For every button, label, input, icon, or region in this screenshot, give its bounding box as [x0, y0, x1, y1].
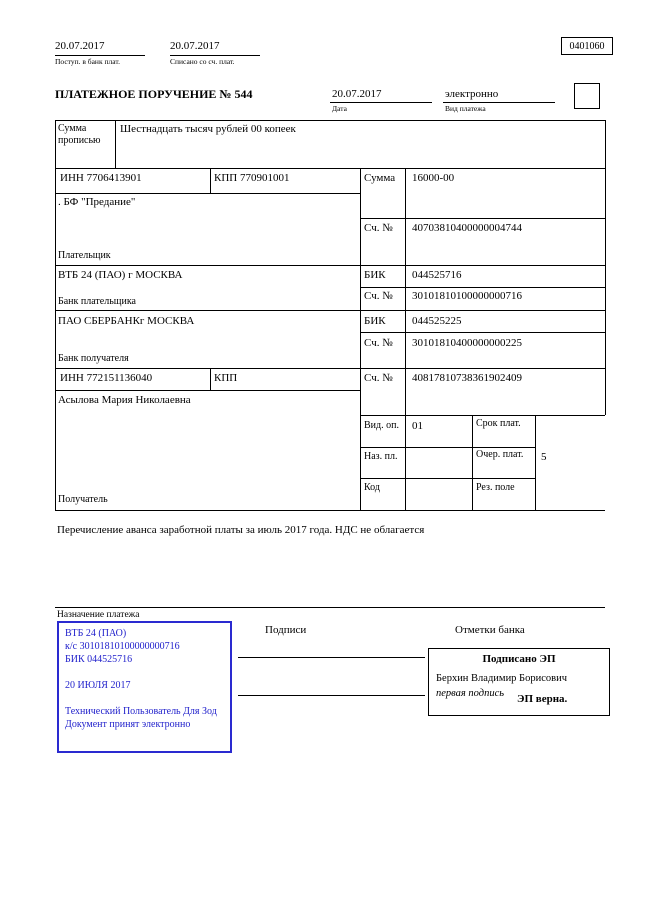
bank-marks-label: Отметки банка — [455, 624, 525, 636]
payer-bank-name: ВТБ 24 (ПАО) г МОСКВА — [58, 269, 183, 281]
payer-section-label: Плательщик — [58, 250, 111, 261]
rez-pole-label: Рез. поле — [476, 482, 515, 493]
payee-bank-bik-value: 044525225 — [412, 315, 462, 327]
purpose-label: Назначение платежа — [57, 610, 140, 620]
divider — [360, 415, 605, 416]
status-box — [574, 83, 600, 109]
form-code: 0401060 — [569, 40, 605, 52]
esign-validity: ЭП верна. — [517, 693, 568, 705]
vid-op-value: 01 — [412, 420, 423, 432]
divider — [360, 332, 605, 333]
divider — [55, 120, 56, 510]
stamp-bank-name: ВТБ 24 (ПАО) — [65, 628, 127, 639]
stamp-bik: БИК 044525716 — [65, 654, 133, 665]
divider — [55, 510, 605, 511]
divider — [360, 218, 605, 219]
payee-bank-section-label: Банк получателя — [58, 353, 129, 364]
payer-account-label: Сч. № — [364, 222, 393, 234]
payee-bank-account-value: 30101810400000000225 — [412, 337, 522, 349]
payee-name: Асылова Мария Николаевна — [58, 394, 191, 406]
divider — [360, 168, 361, 510]
divider — [55, 265, 605, 266]
bank-stamp — [57, 621, 232, 753]
amount-words-value: Шестнадцать тысяч рублей 00 копеек — [120, 123, 296, 135]
form-code-box — [561, 37, 613, 55]
naz-pl-label: Наз. пл. — [364, 451, 398, 462]
payer-bank-account-label: Сч. № — [364, 290, 393, 302]
payer-bank-bik-label: БИК — [364, 269, 386, 281]
signatures-label: Подписи — [265, 624, 307, 636]
kod-label: Код — [364, 482, 380, 493]
divider — [330, 102, 432, 103]
payment-kind-label: Вид платежа — [445, 104, 486, 113]
document-date: 20.07.2017 — [332, 88, 382, 100]
debited-date: 20.07.2017 — [170, 40, 220, 52]
payee-bank-bik-label: БИК — [364, 315, 386, 327]
payee-account-value: 40817810738361902409 — [412, 372, 522, 384]
payment-kind-value: электронно — [445, 88, 499, 100]
payer-name: . БФ "Предание" — [58, 196, 136, 208]
stamp-status: Документ принят электронно — [65, 719, 191, 730]
debited-label: Списано со сч. плат. — [170, 57, 235, 66]
payer-kpp: КПП 770901001 — [214, 172, 290, 184]
date-label: Дата — [332, 104, 347, 113]
payee-kpp-label: КПП — [214, 372, 238, 384]
stamp-date: 20 ИЮЛЯ 2017 — [65, 680, 131, 691]
ocher-plat-label: Очер. плат. — [476, 449, 524, 460]
divider — [55, 168, 605, 169]
payee-account-label: Сч. № — [364, 372, 393, 384]
divider — [55, 120, 605, 121]
esign-title: Подписано ЭП — [482, 653, 556, 665]
payer-bank-account-value: 30101810100000000716 — [412, 290, 522, 302]
esign-box — [428, 648, 610, 716]
divider — [405, 168, 406, 510]
esign-kind: первая подпись — [436, 688, 505, 699]
divider — [472, 415, 473, 510]
divider — [360, 447, 535, 448]
divider — [210, 168, 211, 193]
divider — [55, 390, 360, 391]
divider — [115, 120, 116, 168]
divider — [55, 310, 605, 311]
payer-inn: ИНН 7706413901 — [60, 172, 142, 184]
payer-bank-bik-value: 044525716 — [412, 269, 462, 281]
divider — [55, 368, 605, 369]
signature-line — [238, 657, 425, 658]
divider — [535, 415, 536, 510]
bank-received-date: 20.07.2017 — [55, 40, 105, 52]
divider — [55, 607, 605, 608]
ocher-plat-value: 5 — [541, 451, 547, 463]
divider — [170, 55, 260, 56]
divider — [443, 102, 555, 103]
payee-inn: ИНН 772151136040 — [60, 372, 153, 384]
divider — [605, 120, 606, 415]
amount-label: Сумма — [364, 172, 396, 184]
payee-section-label: Получатель — [58, 494, 108, 505]
divider — [55, 55, 145, 56]
divider — [210, 368, 211, 390]
bank-received-label: Поступ. в банк плат. — [55, 57, 120, 66]
payee-bank-account-label: Сч. № — [364, 337, 393, 349]
purpose-text: Перечисление аванса заработной платы за июль 2017 года. НДС не облагается — [57, 524, 425, 536]
payer-account-value: 40703810400000004744 — [412, 222, 522, 234]
vid-op-label: Вид. оп. — [364, 420, 399, 431]
divider — [360, 287, 605, 288]
amount-value: 16000-00 — [412, 172, 455, 184]
divider — [55, 193, 360, 194]
srok-plat-label: Срок плат. — [476, 418, 521, 429]
stamp-corr-account: к/с 30101810100000000716 — [65, 641, 180, 652]
stamp-user: Технический Пользователь Для Зод — [65, 706, 217, 717]
amount-words-label: Сумма прописью — [58, 123, 101, 146]
divider — [360, 478, 535, 479]
payee-bank-name: ПАО СБЕРБАНКг МОСКВА — [58, 315, 195, 327]
document-title: ПЛАТЕЖНОЕ ПОРУЧЕНИЕ № 544 — [55, 87, 253, 101]
payer-bank-section-label: Банк плательщика — [58, 296, 136, 307]
signature-line — [238, 695, 425, 696]
esign-signer: Берхин Владимир Борисович — [436, 673, 567, 684]
